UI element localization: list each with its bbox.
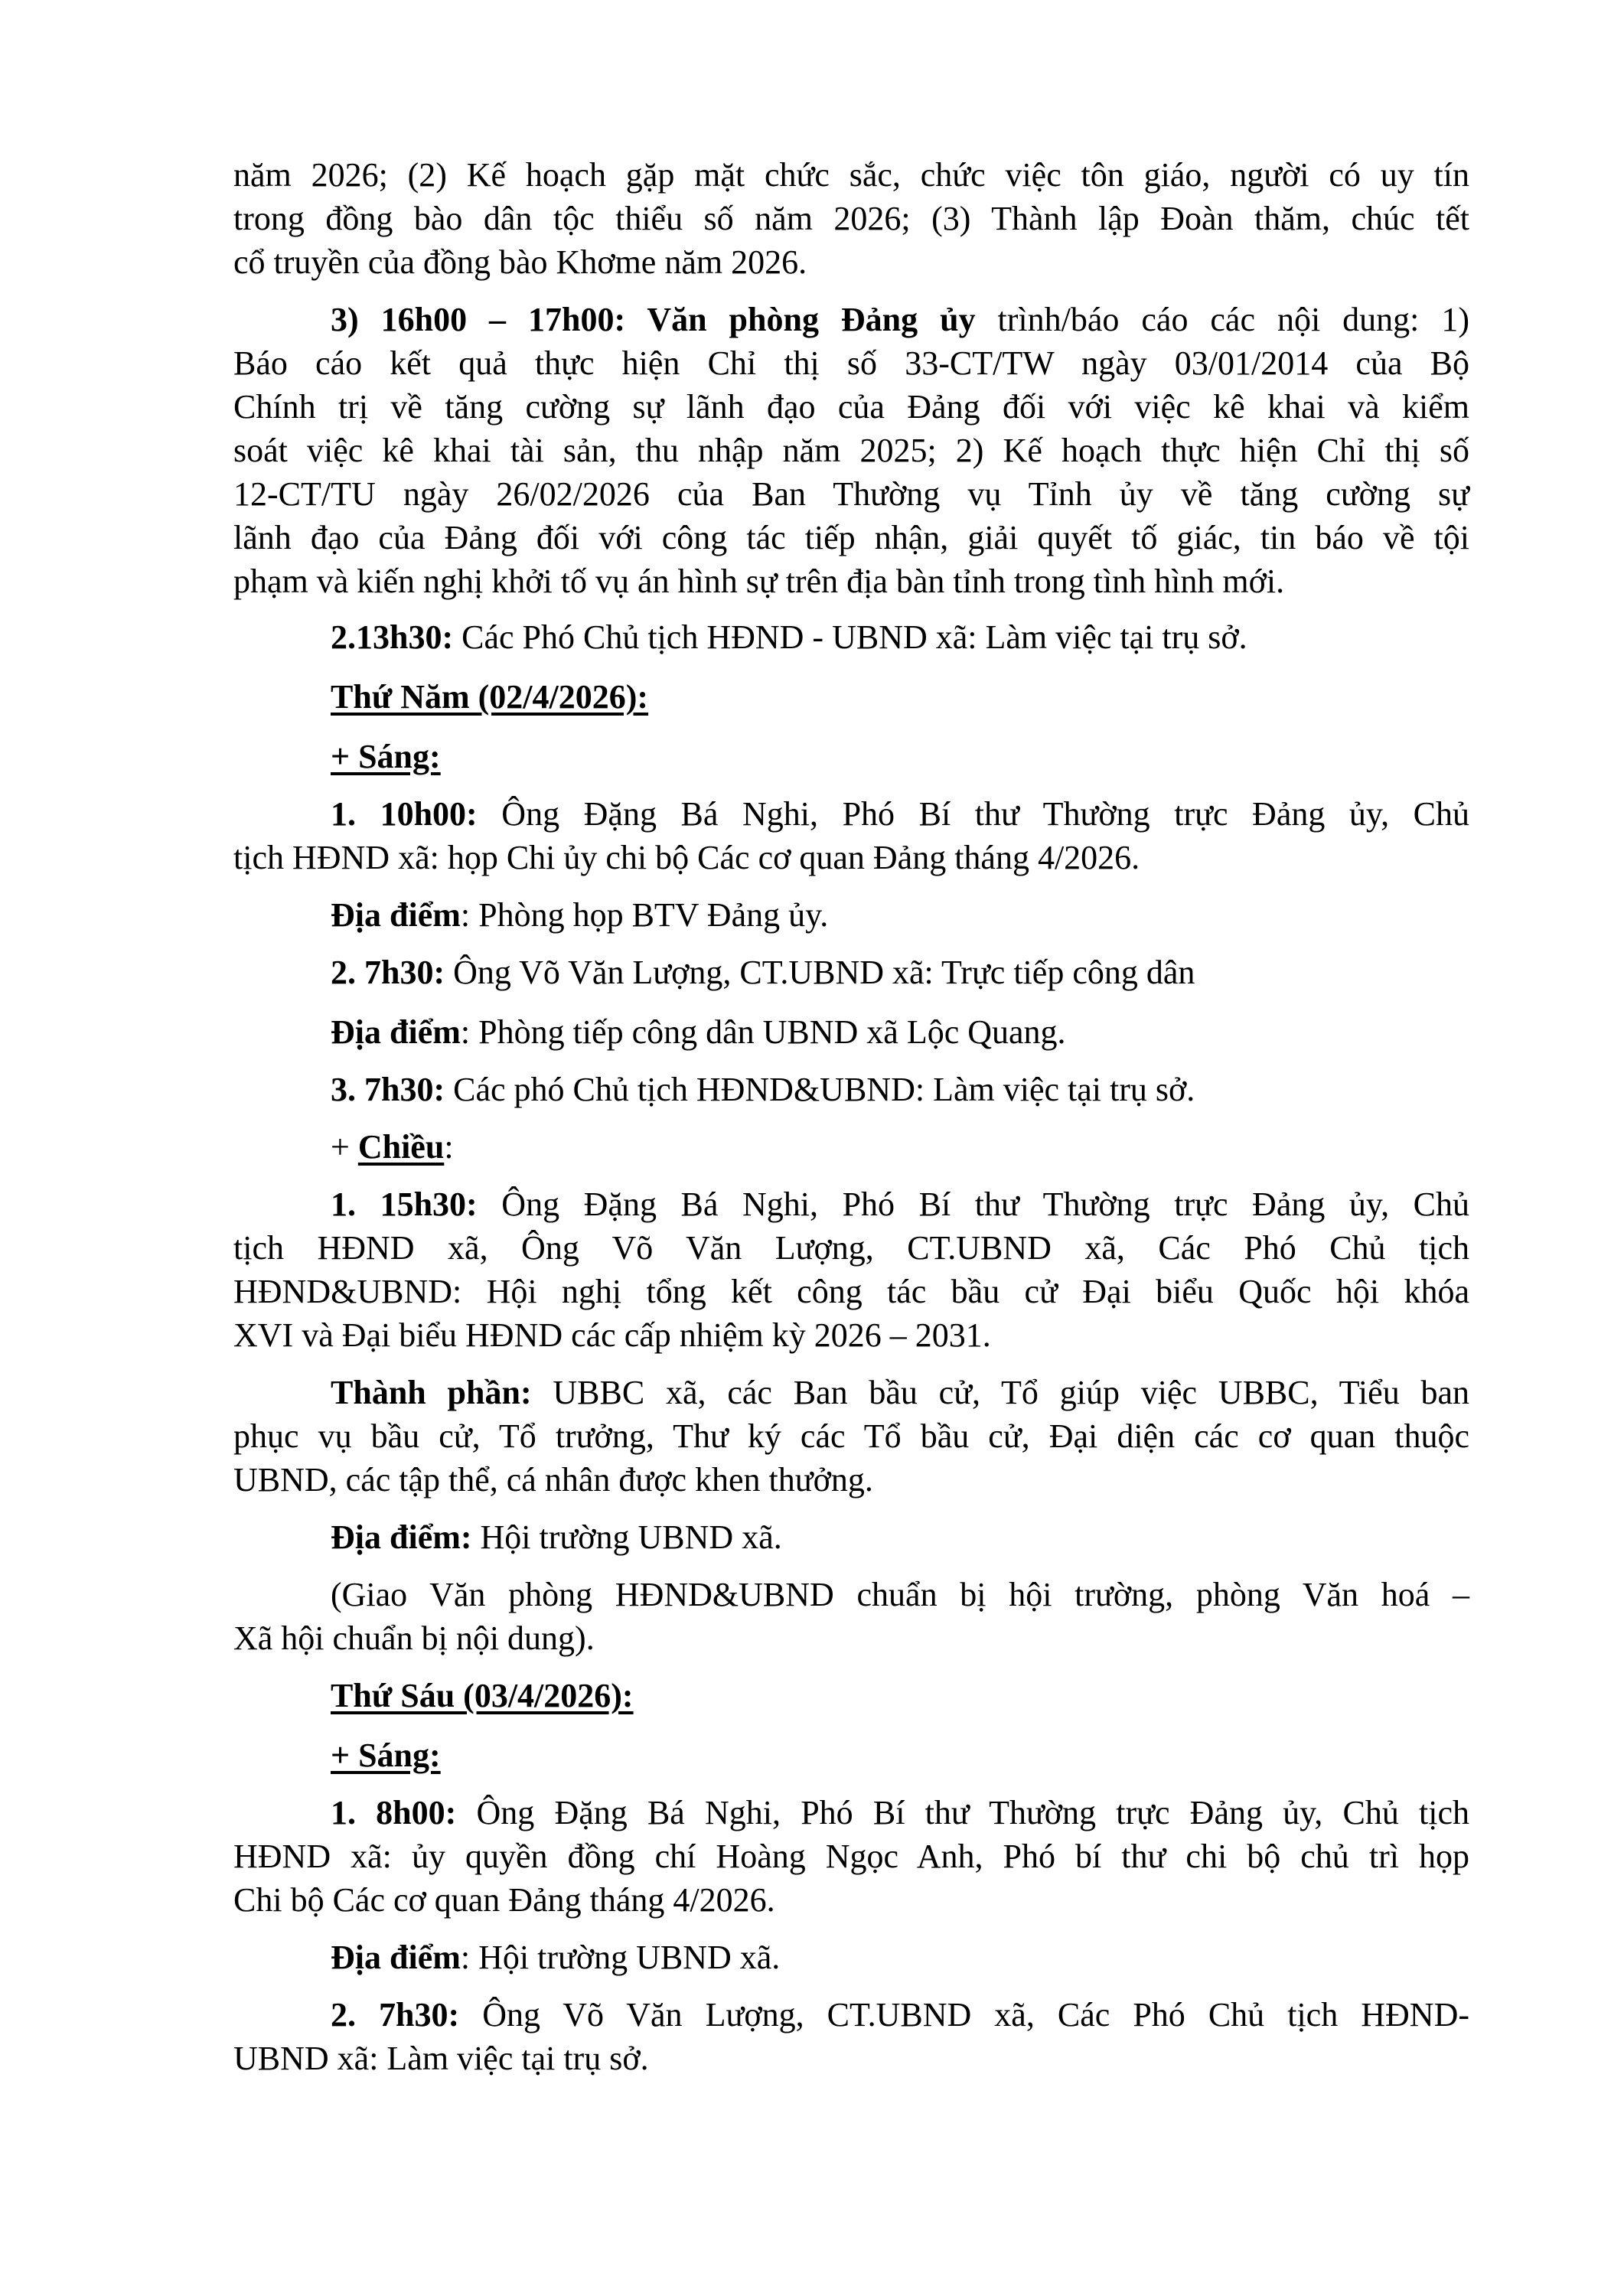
- agenda-item-title: 3) 16h00 – 17h00: Văn phòng Đảng ủy: [331, 301, 976, 338]
- participants-label: Thành phần:: [331, 1374, 532, 1411]
- agenda-text: Các Phó Chủ tịch HĐND - UBND xã: Làm việc tại trụ sở.: [453, 618, 1247, 656]
- body-line: trong đồng bào dân tộc thiểu số năm 2026; (3) Thành lập Đoàn thăm, chúc tết: [233, 200, 1469, 237]
- body-line: cổ truyền của đồng bào Khơme năm 2026.: [233, 243, 807, 281]
- session-plus: +: [331, 1128, 358, 1166]
- body-line: Chính trị về tăng cường sự lãnh đạo của Đảng đối với việc kê khai và kiểm: [233, 388, 1469, 426]
- agenda-item: [331, 1791, 1469, 1835]
- agenda-item: [331, 1993, 1469, 2037]
- participants-text: UBBC xã, các Ban bầu cử, Tổ giúp việc UBBC, Tiểu ban: [531, 1374, 1470, 1411]
- day-heading-text: Thứ Năm (02/4/2026):: [331, 678, 649, 716]
- body-line: Báo cáo kết quả thực hiện Chỉ thị số 33-CT/TW ngày 03/01/2014 của Bộ: [233, 344, 1469, 382]
- agenda-item-heading: [331, 298, 1469, 341]
- session-heading-text: + Sáng:: [331, 738, 441, 775]
- location-label: Địa điểm: [331, 896, 461, 934]
- agenda-text: Ông Võ Văn Lượng, CT.UBND xã, Các Phó Chủ tịch HĐND-: [459, 1996, 1469, 2033]
- session-colon: :: [444, 1128, 454, 1166]
- agenda-time: 2. 7h30:: [331, 1996, 460, 2033]
- session-heading-morning: [331, 735, 1469, 778]
- agenda-item: [331, 792, 1469, 836]
- location-text: : Phòng họp BTV Đảng ủy.: [460, 896, 829, 934]
- agenda-item-text: trình/báo cáo các nội dung: 1): [975, 301, 1469, 338]
- location-label: Địa điểm: [331, 1939, 461, 1976]
- body-line: (Giao Văn phòng HĐND&UBND chuẩn bị hội trường, phòng Văn hoá –: [331, 1576, 1469, 1613]
- agenda-time: 1. 10h00:: [331, 795, 478, 833]
- agenda-item: [331, 615, 1469, 659]
- agenda-time: 1. 8h00:: [331, 1794, 457, 1831]
- session-heading-text: Chiều: [357, 1128, 445, 1166]
- agenda-text: Ông Võ Văn Lượng, CT.UBND xã: Trực tiếp công dân: [445, 954, 1195, 991]
- day-heading-text: Thứ Sáu (03/4/2026):: [331, 1677, 634, 1714]
- location-label: Địa điểm:: [331, 1518, 472, 1556]
- body-line: soát việc kê khai tài sản, thu nhập năm 2025; 2) Kế hoạch thực hiện Chỉ thị số: [233, 432, 1469, 469]
- day-heading-thursday: [331, 675, 1469, 719]
- body-line: tịch HĐND xã: họp Chi ủy chi bộ Các cơ quan Đảng tháng 4/2026.: [233, 839, 1140, 876]
- session-heading-text: + Sáng:: [331, 1737, 441, 1774]
- agenda-item: [331, 1182, 1469, 1226]
- body-line: HĐND&UBND: Hội nghị tổng kết công tác bầu cử Đại biểu Quốc hội khóa: [233, 1273, 1469, 1310]
- agenda-text: Ông Đặng Bá Nghi, Phó Bí thư Thường trực Đảng ủy, Chủ: [477, 1186, 1470, 1223]
- location-text: : Hội trường UBND xã.: [460, 1939, 781, 1976]
- agenda-item: [331, 951, 1469, 994]
- participants-line: [331, 1371, 1469, 1414]
- agenda-text: Các phó Chủ tịch HĐND&UBND: Làm việc tại trụ sở.: [445, 1071, 1195, 1108]
- body-line: phạm và kiến nghị khởi tố vụ án hình sự trên địa bàn tỉnh trong tình hình mới.: [233, 563, 1285, 600]
- agenda-item: [331, 1068, 1469, 1111]
- agenda-text: Ông Đặng Bá Nghi, Phó Bí thư Thường trực Đảng ủy, Chủ tịch: [456, 1794, 1470, 1831]
- agenda-time: 2.13h30:: [331, 618, 454, 656]
- location-text: Hội trường UBND xã.: [471, 1518, 782, 1556]
- body-line: phục vụ bầu cử, Tổ trưởng, Thư ký các Tổ bầu cử, Đại diện các cơ quan thuộc: [233, 1417, 1469, 1455]
- location-line: [331, 1515, 1469, 1559]
- body-line: Chi bộ Các cơ quan Đảng tháng 4/2026.: [233, 1881, 775, 1919]
- body-line: lãnh đạo của Đảng đối với công tác tiếp nhận, giải quyết tố giác, tin báo về tội: [233, 519, 1469, 556]
- body-line: Xã hội chuẩn bị nội dung).: [233, 1619, 595, 1657]
- location-line: [331, 893, 1469, 937]
- location-line: [331, 1936, 1469, 1979]
- body-line: HĐND xã: ủy quyền đồng chí Hoàng Ngọc Anh, Phó bí thư chi bộ chủ trì họp: [233, 1838, 1469, 1875]
- body-line: UBND xã: Làm việc tại trụ sở.: [233, 2040, 649, 2077]
- session-heading-afternoon: [331, 1125, 1469, 1169]
- body-line: XVI và Đại biểu HĐND các cấp nhiệm kỳ 2026 – 2031.: [233, 1316, 991, 1354]
- agenda-time: 1. 15h30:: [331, 1186, 478, 1223]
- body-line: năm 2026; (2) Kế hoạch gặp mặt chức sắc, chức việc tôn giáo, người có uy tín: [233, 156, 1469, 194]
- agenda-time: 3. 7h30:: [331, 1071, 445, 1108]
- agenda-text: Ông Đặng Bá Nghi, Phó Bí thư Thường trực Đảng ủy, Chủ: [477, 795, 1470, 833]
- body-line: UBND, các tập thể, cá nhân được khen thưởng.: [233, 1461, 873, 1499]
- agenda-time: 2. 7h30:: [331, 954, 445, 991]
- day-heading-friday: [331, 1674, 1469, 1717]
- location-label: Địa điểm: [331, 1013, 461, 1051]
- location-text: : Phòng tiếp công dân UBND xã Lộc Quang.: [460, 1013, 1066, 1051]
- session-heading-morning: [331, 1733, 1469, 1777]
- body-line: 12-CT/TU ngày 26/02/2026 của Ban Thường vụ Tỉnh ủy về tăng cường sự: [233, 475, 1469, 513]
- body-line: tịch HĐND xã, Ông Võ Văn Lượng, CT.UBND xã, Các Phó Chủ tịch: [233, 1229, 1469, 1267]
- location-line: [331, 1010, 1469, 1054]
